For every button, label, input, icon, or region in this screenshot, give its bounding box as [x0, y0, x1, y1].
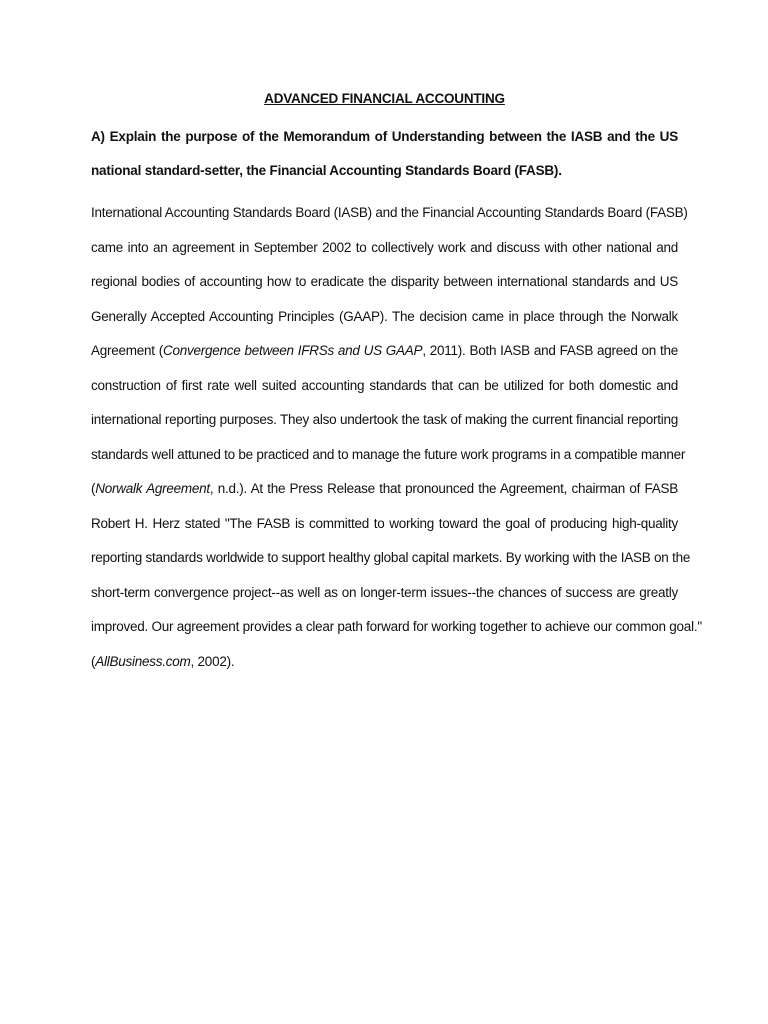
text-run: , 2011). Both IASB and FASB agreed on the [422, 343, 678, 358]
question-line: national standard-setter, the Financial Accounting Standards Board (FASB). [91, 163, 562, 178]
paragraph-line [91, 645, 678, 680]
paragraph-line: improved. Our agreement provides a clear path forward for working together to achieve our common goal." [91, 619, 702, 634]
document-title: ADVANCED FINANCIAL ACCOUNTING [264, 91, 505, 106]
paragraph-line [91, 472, 678, 507]
paragraph-line: standards well attuned to be practiced and to manage the future work programs in a compatible manner [91, 446, 686, 462]
text-run: , n.d.). At the Press Release that pronounced the Agreement, chairman of FASB [209, 481, 678, 496]
citation-italic: Norwalk Agreement [95, 481, 210, 496]
text-run: Agreement ( [91, 343, 163, 358]
paragraph-line: Robert H. Herz stated "The FASB is committed to working toward the goal of producing high-quality [91, 515, 678, 531]
question-heading [91, 120, 678, 188]
text-run: , 2002). [190, 653, 235, 669]
paragraph-line: short-term convergence project--as well as on longer-term issues--the chances of success are greatly [91, 584, 678, 600]
paragraph-line: regional bodies of accounting how to eradicate the disparity between international standards and US [91, 274, 678, 289]
paragraph-line: reporting standards worldwide to support healthy global capital markets. By working with the IASB on the [91, 550, 691, 565]
paragraph-line: international reporting purposes. They also undertook the task of making the current financial reporting [91, 412, 678, 427]
answer-paragraph [91, 196, 702, 679]
citation-italic: AllBusiness.com [95, 653, 191, 669]
paragraph-line: Generally Accepted Accounting Principles (GAAP). The decision came in place through the Norwalk [91, 308, 678, 324]
citation-italic: Convergence between IFRSs and US GAAP [162, 343, 423, 358]
paragraph-line: came into an agreement in September 2002 to collectively work and discuss with other national and [91, 239, 678, 255]
text-run: ( [91, 653, 96, 669]
paragraph-line: International Accounting Standards Board (IASB) and the Financial Accounting Standards Board (FASB) [91, 205, 688, 220]
question-line: A) Explain the purpose of the Memorandum of Understanding between the IASB and the US [91, 129, 678, 144]
text-run: ( [91, 481, 96, 496]
paragraph-line: construction of first rate well suited accounting standards that can be utilized for both domestic and [91, 377, 678, 393]
paragraph-line [91, 334, 678, 369]
